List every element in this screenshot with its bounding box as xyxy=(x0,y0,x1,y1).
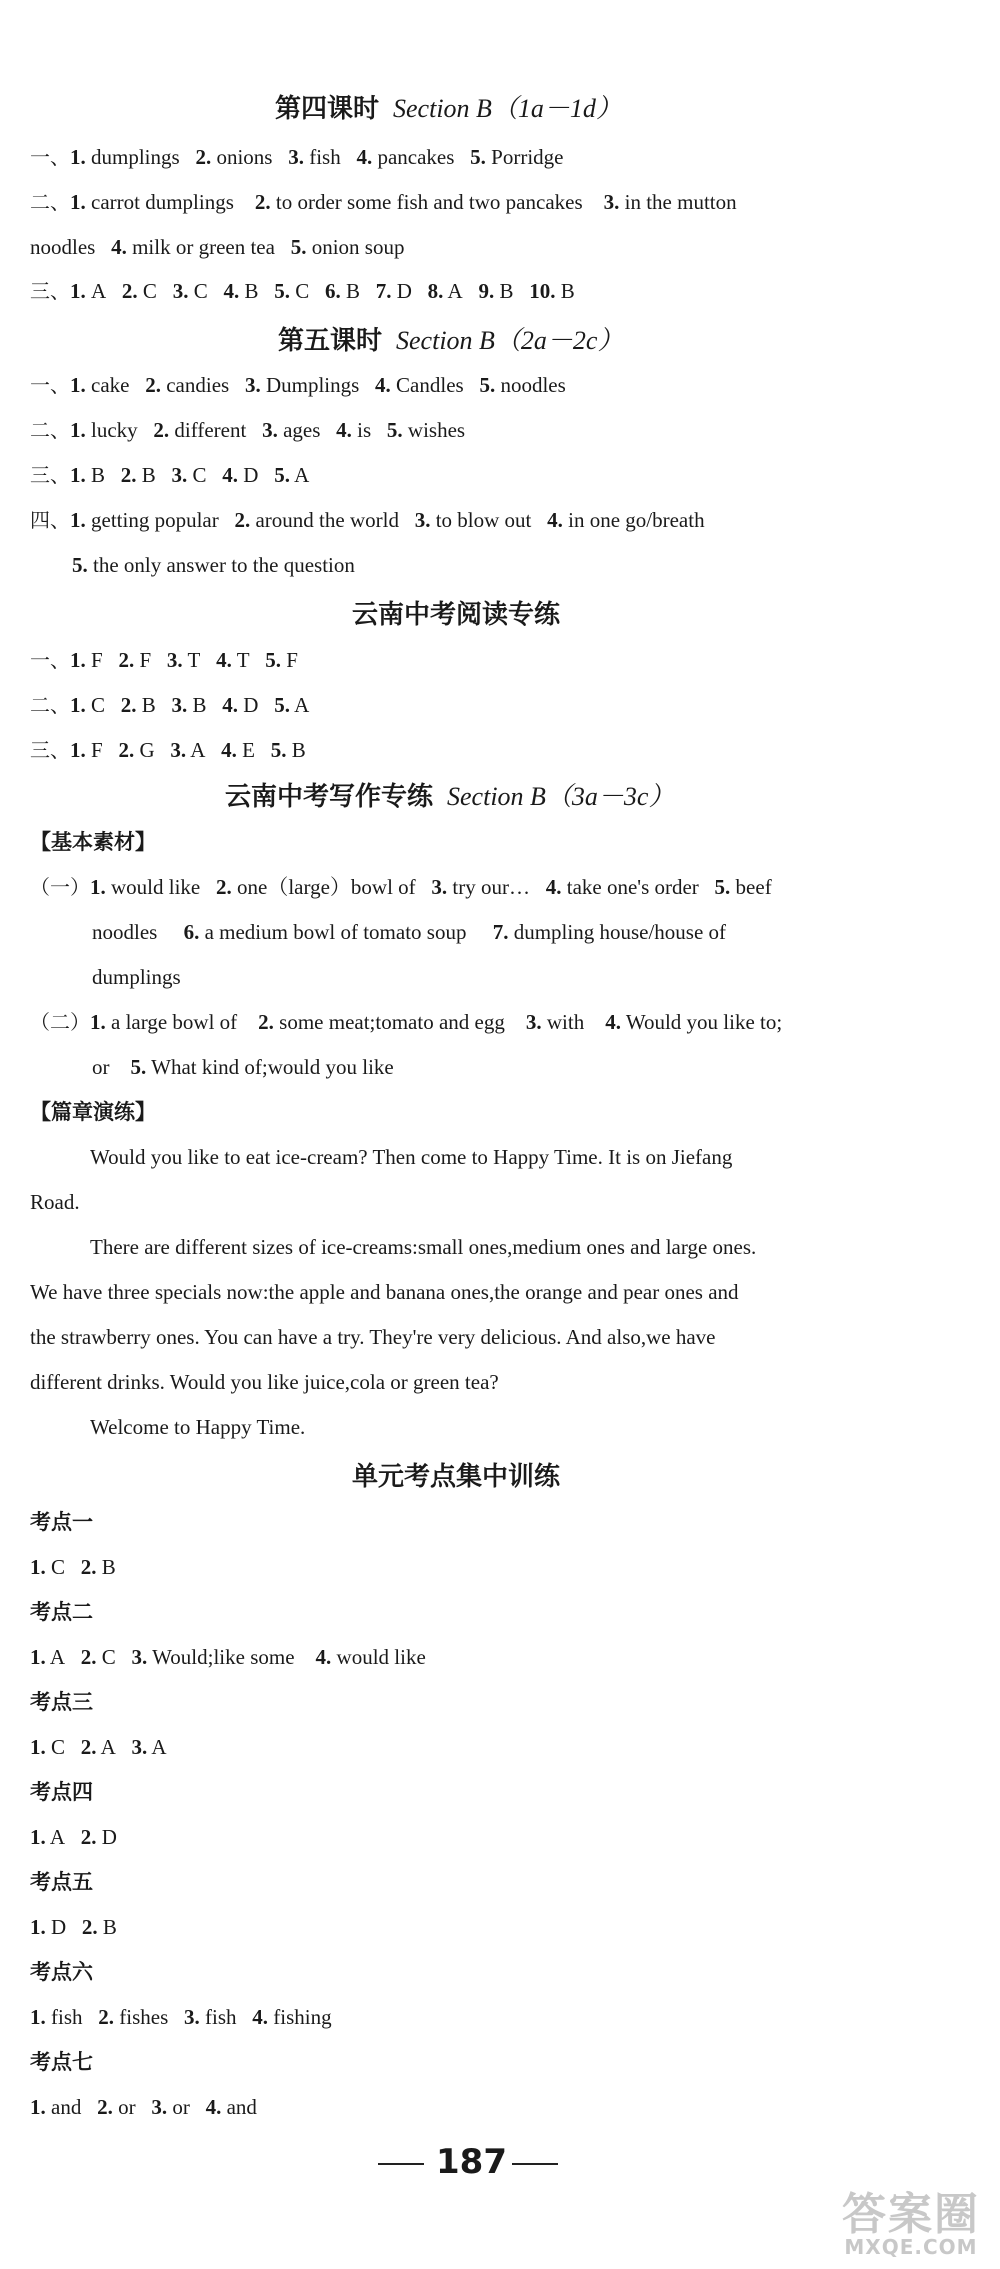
page-number: 187 xyxy=(436,2142,507,2182)
answer-line: （二）1. a large bowl of 2. some meat;tomato and egg 3. with 4. Would you like to; xyxy=(30,1010,783,1034)
answer-line: 一、1. dumplings 2. onions 3. fish 4. pancakes 5. Porridge xyxy=(30,145,564,169)
heading-cn: 第五课时 xyxy=(278,326,383,356)
watermark-logo xyxy=(842,2189,980,2259)
kaodian-label: 考点四 xyxy=(30,1780,93,1804)
answer-line: dumplings xyxy=(92,965,181,989)
answer-line: 一、1. cake 2. candies 3. Dumplings 4. Candles 5. noodles xyxy=(30,373,566,397)
answer-line: （一）1. would like 2. one（large）bowl of 3. try our… 4. take one's order 5. beef xyxy=(30,875,772,899)
section-tag: 【篇章演练】 xyxy=(30,1100,156,1124)
kaodian-label: 考点二 xyxy=(30,1600,93,1624)
answer-line: 二、1. carrot dumplings 2. to order some fish and two pancakes 3. in the mutton xyxy=(30,190,737,214)
heading-unit-review: 单元考点集中训练 xyxy=(352,1462,561,1492)
heading-lesson-5 xyxy=(278,324,623,358)
page-number-dash-left xyxy=(378,2163,424,2165)
watermark-text: 答案圈 xyxy=(842,2189,980,2240)
kaodian-label: 考点一 xyxy=(30,1510,93,1534)
heading-cn: 第四课时 xyxy=(275,94,380,124)
answer-line: 三、1. B 2. B 3. C 4. D 5. A xyxy=(30,463,310,487)
heading-section: Section B（1a－1d） xyxy=(393,94,622,123)
essay-line: Road. xyxy=(30,1190,80,1214)
answer-line: 1. A 2. D xyxy=(30,1825,117,1849)
kaodian-label: 考点三 xyxy=(30,1690,93,1714)
answer-line: or 5. What kind of;would you like xyxy=(92,1055,394,1079)
essay-line: There are different sizes of ice-creams:small ones,medium ones and large ones. xyxy=(90,1235,757,1259)
heading-section: Section B（3a－3c） xyxy=(447,782,675,811)
watermark-url: MXQE.COM xyxy=(844,2235,978,2259)
answer-line: 二、1. lucky 2. different 3. ages 4. is 5. wishes xyxy=(30,418,466,442)
answer-line: 1. D 2. B xyxy=(30,1915,117,1939)
kaodian-label: 考点六 xyxy=(30,1960,93,1984)
heading-cn: 云南中考写作专练 xyxy=(225,782,434,812)
answer-line: 二、1. C 2. B 3. B 4. D 5. A xyxy=(30,693,310,717)
answer-line: 1. and 2. or 3. or 4. and xyxy=(30,2095,257,2119)
essay-line: We have three specials now:the apple and banana ones,the orange and pear ones and xyxy=(30,1280,739,1304)
essay-line: Would you like to eat ice-cream? Then come to Happy Time. It is on Jiefang xyxy=(90,1145,733,1169)
answer-line: 5. the only answer to the question xyxy=(72,553,355,577)
answer-line: noodles 6. a medium bowl of tomato soup 7. dumpling house/house of xyxy=(92,920,727,944)
essay-line: Welcome to Happy Time. xyxy=(90,1415,306,1439)
answer-line: 1. C 2. A 3. A xyxy=(30,1735,167,1759)
kaodian-label: 考点七 xyxy=(30,2050,93,2074)
answer-line: 三、1. A 2. C 3. C 4. B 5. C 6. B 7. D 8. A 9. B 10. B xyxy=(30,279,575,303)
essay-line: different drinks. Would you like juice,cola or green tea? xyxy=(30,1370,499,1394)
heading-reading-practice: 云南中考阅读专练 xyxy=(352,600,561,630)
answer-line: 一、1. F 2. F 3. T 4. T 5. F xyxy=(30,648,298,672)
heading-section: Section B（2a－2c） xyxy=(396,326,624,355)
heading-writing-practice xyxy=(225,780,674,814)
answer-line: 1. fish 2. fishes 3. fish 4. fishing xyxy=(30,2005,332,2029)
section-tag: 【基本素材】 xyxy=(30,830,156,854)
answer-line: noodles 4. milk or green tea 5. onion soup xyxy=(30,235,405,259)
answer-line: 四、1. getting popular 2. around the world 3. to blow out 4. in one go/breath xyxy=(30,508,705,532)
heading-lesson-4 xyxy=(275,92,622,126)
essay-line: the strawberry ones. You can have a try. They're very delicious. And also,we have xyxy=(30,1325,716,1349)
kaodian-label: 考点五 xyxy=(30,1870,93,1894)
answer-line: 三、1. F 2. G 3. A 4. E 5. B xyxy=(30,738,306,762)
page-number-dash-right xyxy=(512,2163,558,2165)
answer-line: 1. C 2. B xyxy=(30,1555,116,1579)
answer-line: 1. A 2. C 3. Would;like some 4. would like xyxy=(30,1645,426,1669)
